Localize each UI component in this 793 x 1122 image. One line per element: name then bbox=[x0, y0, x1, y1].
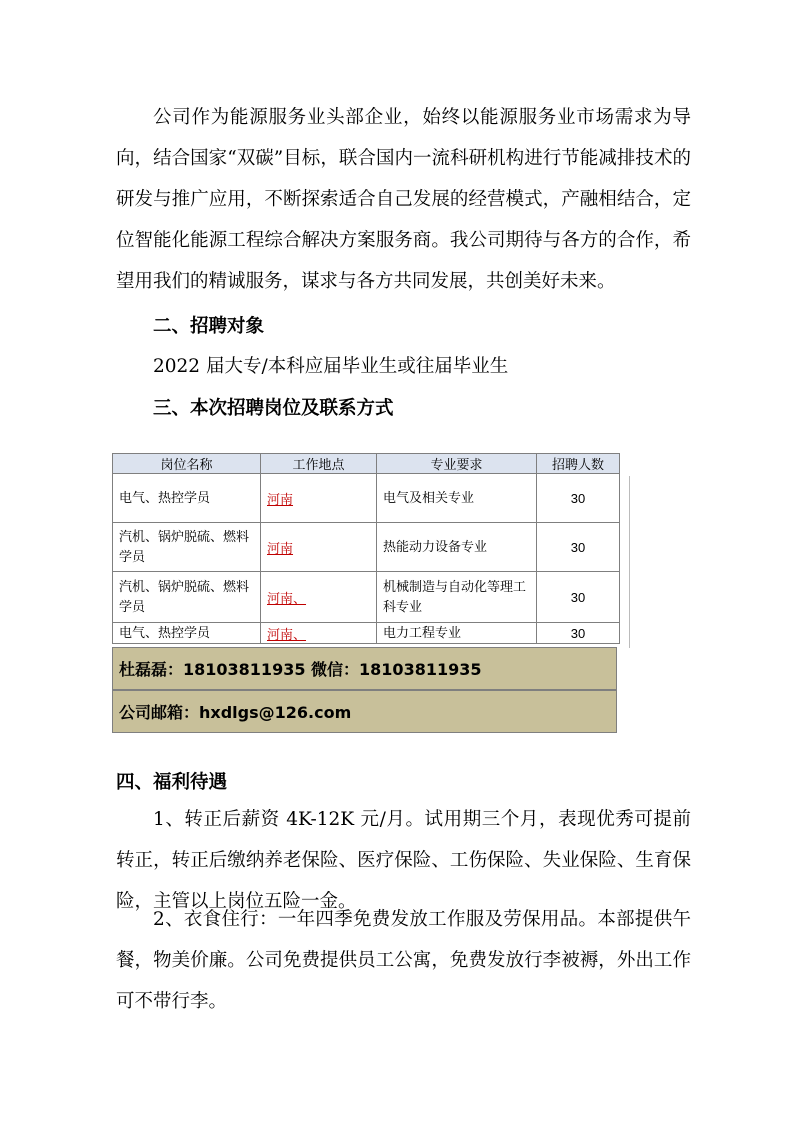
header-position: 岗位名称 bbox=[113, 454, 261, 474]
location-link[interactable]: 河南 bbox=[267, 540, 294, 556]
benefit-item-salary: 1、转正后薪资 4K-12K 元/月。试用期三个月，表现优秀可提前转正，转正后缴纳养老保险、医疗保险、工伤保险、失业保险、生育保险，主管以上岗位五险一金。 bbox=[116, 809, 691, 912]
cell-location bbox=[261, 523, 377, 572]
benefit-item-living: 2、衣食住行：一年四季免费发放工作服及劳保用品。本部提供午餐，物美价廉。公司免费提供员工公寓，免费发放行李被褥，外出工作可不带行李。 bbox=[116, 909, 691, 1012]
section-heading-benefits: 四、福利待遇 bbox=[116, 772, 228, 793]
cell-count: 30 bbox=[537, 572, 620, 623]
cell-count: 30 bbox=[537, 474, 620, 523]
cell-position: 汽机、锅炉脱硫、燃料学员 bbox=[113, 523, 261, 572]
cell-count: 30 bbox=[537, 623, 620, 644]
cell-major: 电气及相关专业 bbox=[377, 474, 537, 523]
cell-position: 电气、热控学员 bbox=[113, 474, 261, 523]
table-row bbox=[113, 623, 620, 644]
cell-major: 电力工程专业 bbox=[377, 623, 537, 644]
cell-major: 热能动力设备专业 bbox=[377, 523, 537, 572]
intro-paragraph: 公司作为能源服务业头部企业，始终以能源服务业市场需求为导向，结合国家“双碳”目标，联合国内一流科研机构进行节能减排技术的研发与推广应用，不断探索适合自己发展的经营模式，产融相结合，定位智能化能源工程综合解决方案服务商。我公司期待与各方的合作，希望用我们的精诚服务，谋求与各方共同发展，共创美好未来。 bbox=[116, 107, 691, 292]
cell-location bbox=[261, 474, 377, 523]
table-right-edge-line bbox=[629, 476, 630, 648]
header-location: 工作地点 bbox=[261, 454, 377, 474]
table-header-row bbox=[113, 454, 620, 474]
cell-location bbox=[261, 623, 377, 644]
cell-position: 电气、热控学员 bbox=[113, 623, 261, 644]
location-link[interactable]: 河南 bbox=[267, 491, 294, 507]
table-row bbox=[113, 523, 620, 572]
cell-count: 30 bbox=[537, 523, 620, 572]
location-link[interactable]: 河南、 bbox=[267, 590, 307, 606]
contact-phone-wechat: 杜磊磊：18103811935 微信：18103811935 bbox=[112, 647, 617, 690]
positions-table bbox=[112, 453, 620, 644]
header-major: 专业要求 bbox=[377, 454, 537, 474]
recruitment-target-text: 2022 届大专/本科应届毕业生或往届毕业生 bbox=[153, 356, 509, 377]
header-count: 招聘人数 bbox=[537, 454, 620, 474]
cell-major: 机械制造与自动化等理工科专业 bbox=[377, 572, 537, 623]
cell-location bbox=[261, 572, 377, 623]
contact-email: 公司邮箱：hxdlgs@126.com bbox=[112, 690, 617, 733]
location-link[interactable]: 河南、 bbox=[267, 626, 307, 642]
cell-position: 汽机、锅炉脱硫、燃料学员 bbox=[113, 572, 261, 623]
table-row bbox=[113, 572, 620, 623]
section-heading-recruitment-target: 二、招聘对象 bbox=[153, 316, 265, 337]
table-row bbox=[113, 474, 620, 523]
section-heading-positions: 三、本次招聘岗位及联系方式 bbox=[153, 398, 394, 419]
